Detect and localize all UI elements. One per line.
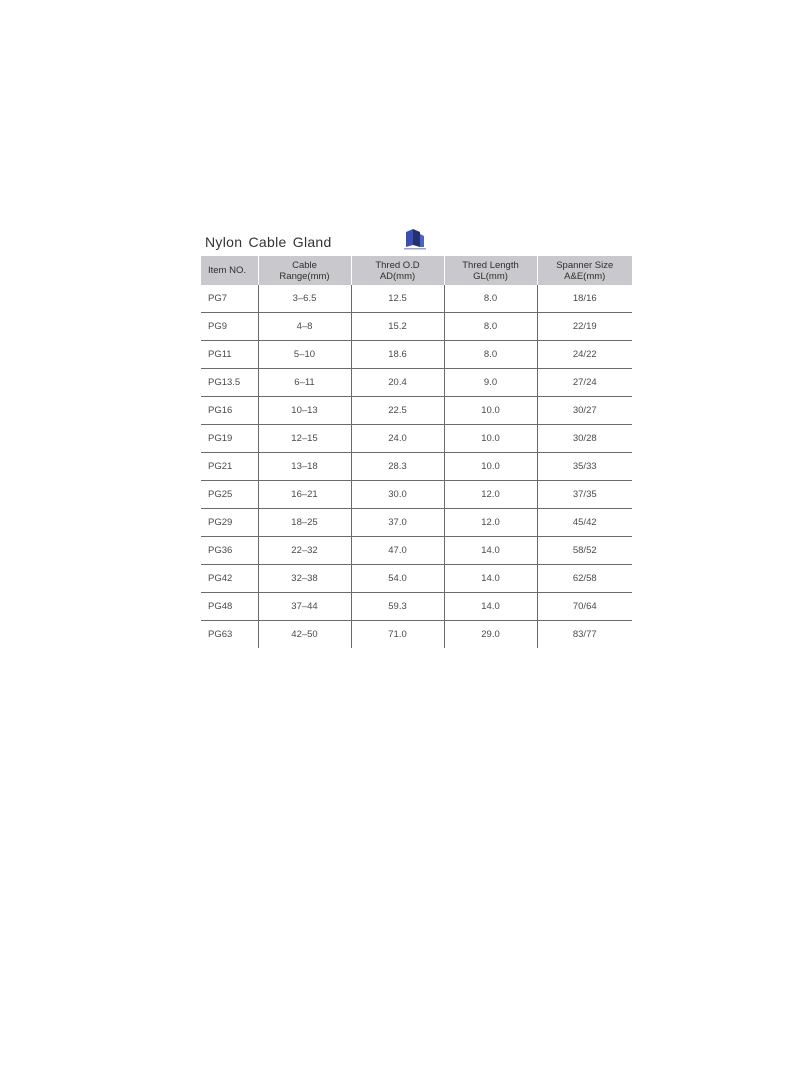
- cell-thread-length: 12.0: [444, 481, 537, 509]
- cell-spanner-size: 62/58: [537, 565, 632, 593]
- cell-item-no: PG7: [201, 285, 258, 313]
- table-row: [201, 537, 632, 565]
- table-row: [201, 285, 632, 313]
- cell-spanner-size: 70/64: [537, 593, 632, 621]
- cell-cable-range: 13–18: [258, 453, 351, 481]
- cell-thread-length: 8.0: [444, 313, 537, 341]
- cell-cable-range: 10–13: [258, 397, 351, 425]
- header-thread-od: Thred O.D AD(mm): [351, 256, 444, 285]
- cell-spanner-size: 22/19: [537, 313, 632, 341]
- cell-spanner-size: 24/22: [537, 341, 632, 369]
- cell-thread-od: 24.0: [351, 425, 444, 453]
- cell-thread-od: 37.0: [351, 509, 444, 537]
- cell-spanner-size: 35/33: [537, 453, 632, 481]
- cell-thread-length: 8.0: [444, 285, 537, 313]
- cell-thread-od: 47.0: [351, 537, 444, 565]
- cell-item-no: PG13.5: [201, 369, 258, 397]
- cell-thread-od: 20.4: [351, 369, 444, 397]
- blue-book-logo-icon: [402, 228, 428, 252]
- cell-cable-range: 16–21: [258, 481, 351, 509]
- cell-spanner-size: 58/52: [537, 537, 632, 565]
- cell-cable-range: 4–8: [258, 313, 351, 341]
- cell-thread-length: 8.0: [444, 341, 537, 369]
- cell-spanner-size: 18/16: [537, 285, 632, 313]
- header-thread-length: Thred Length GL(mm): [444, 256, 537, 285]
- cell-cable-range: 18–25: [258, 509, 351, 537]
- cell-item-no: PG11: [201, 341, 258, 369]
- cell-item-no: PG29: [201, 509, 258, 537]
- cell-thread-od: 30.0: [351, 481, 444, 509]
- cell-cable-range: 6–11: [258, 369, 351, 397]
- table-header-row: [201, 256, 632, 285]
- cell-thread-length: 14.0: [444, 565, 537, 593]
- cell-thread-od: 12.5: [351, 285, 444, 313]
- cell-cable-range: 12–15: [258, 425, 351, 453]
- table-row: [201, 397, 632, 425]
- cell-item-no: PG42: [201, 565, 258, 593]
- table-row: [201, 369, 632, 397]
- cell-thread-od: 71.0: [351, 621, 444, 649]
- table-row: [201, 509, 632, 537]
- table-row: [201, 621, 632, 649]
- cell-thread-od: 28.3: [351, 453, 444, 481]
- table-row: [201, 425, 632, 453]
- table-row: [201, 565, 632, 593]
- table-row: [201, 341, 632, 369]
- cell-thread-length: 10.0: [444, 453, 537, 481]
- header-cable-range: Cable Range(mm): [258, 256, 351, 285]
- cell-cable-range: 22–32: [258, 537, 351, 565]
- cable-gland-spec-table: [201, 256, 632, 648]
- cell-spanner-size: 83/77: [572, 629, 597, 640]
- table-row: [201, 481, 632, 509]
- cell-spanner-size: 37/35: [537, 481, 632, 509]
- cell-thread-od: 18.6: [351, 341, 444, 369]
- cell-item-no: PG21: [201, 453, 258, 481]
- cell-spanner-size: 30/28: [537, 425, 632, 453]
- cell-item-no: PG19: [201, 425, 258, 453]
- cell-item-no: PG9: [201, 313, 258, 341]
- header-item-no: Item NO.: [201, 256, 258, 285]
- table-row: [201, 453, 632, 481]
- cell-cable-range: 32–38: [258, 565, 351, 593]
- cell-thread-length: 10.0: [444, 425, 537, 453]
- table-row: [201, 593, 632, 621]
- cell-thread-length: 9.0: [444, 369, 537, 397]
- cell-cable-range: 37–44: [258, 593, 351, 621]
- table-row: [201, 313, 632, 341]
- cell-item-no: PG25: [201, 481, 258, 509]
- cell-thread-length: 29.0: [444, 621, 537, 649]
- cell-spanner-size: 45/42: [537, 509, 632, 537]
- cell-thread-length: 14.0: [444, 593, 537, 621]
- cell-thread-od: 15.2: [351, 313, 444, 341]
- cell-thread-od: 54.0: [351, 565, 444, 593]
- cell-thread-length: 10.0: [444, 397, 537, 425]
- cell-cable-range: 5–10: [258, 341, 351, 369]
- cell-spanner-size: 27/24: [537, 369, 632, 397]
- cell-thread-od: 59.3: [351, 593, 444, 621]
- header-spanner-size: Spanner Size A&E(mm): [537, 256, 632, 285]
- page-title: Nylon Cable Gland: [205, 234, 332, 250]
- cell-cable-range: 3–6.5: [258, 285, 351, 313]
- cell-spanner-size: 30/27: [537, 397, 632, 425]
- cell-cable-range: 42–50: [258, 621, 351, 649]
- cell-item-no: PG48: [201, 593, 258, 621]
- cell-item-no: PG16: [201, 397, 258, 425]
- cell-item-no: PG36: [201, 537, 258, 565]
- cell-item-no: PG63: [201, 621, 258, 649]
- cell-thread-length: 12.0: [444, 509, 537, 537]
- cell-thread-length: 14.0: [444, 537, 537, 565]
- cell-thread-od: 22.5: [351, 397, 444, 425]
